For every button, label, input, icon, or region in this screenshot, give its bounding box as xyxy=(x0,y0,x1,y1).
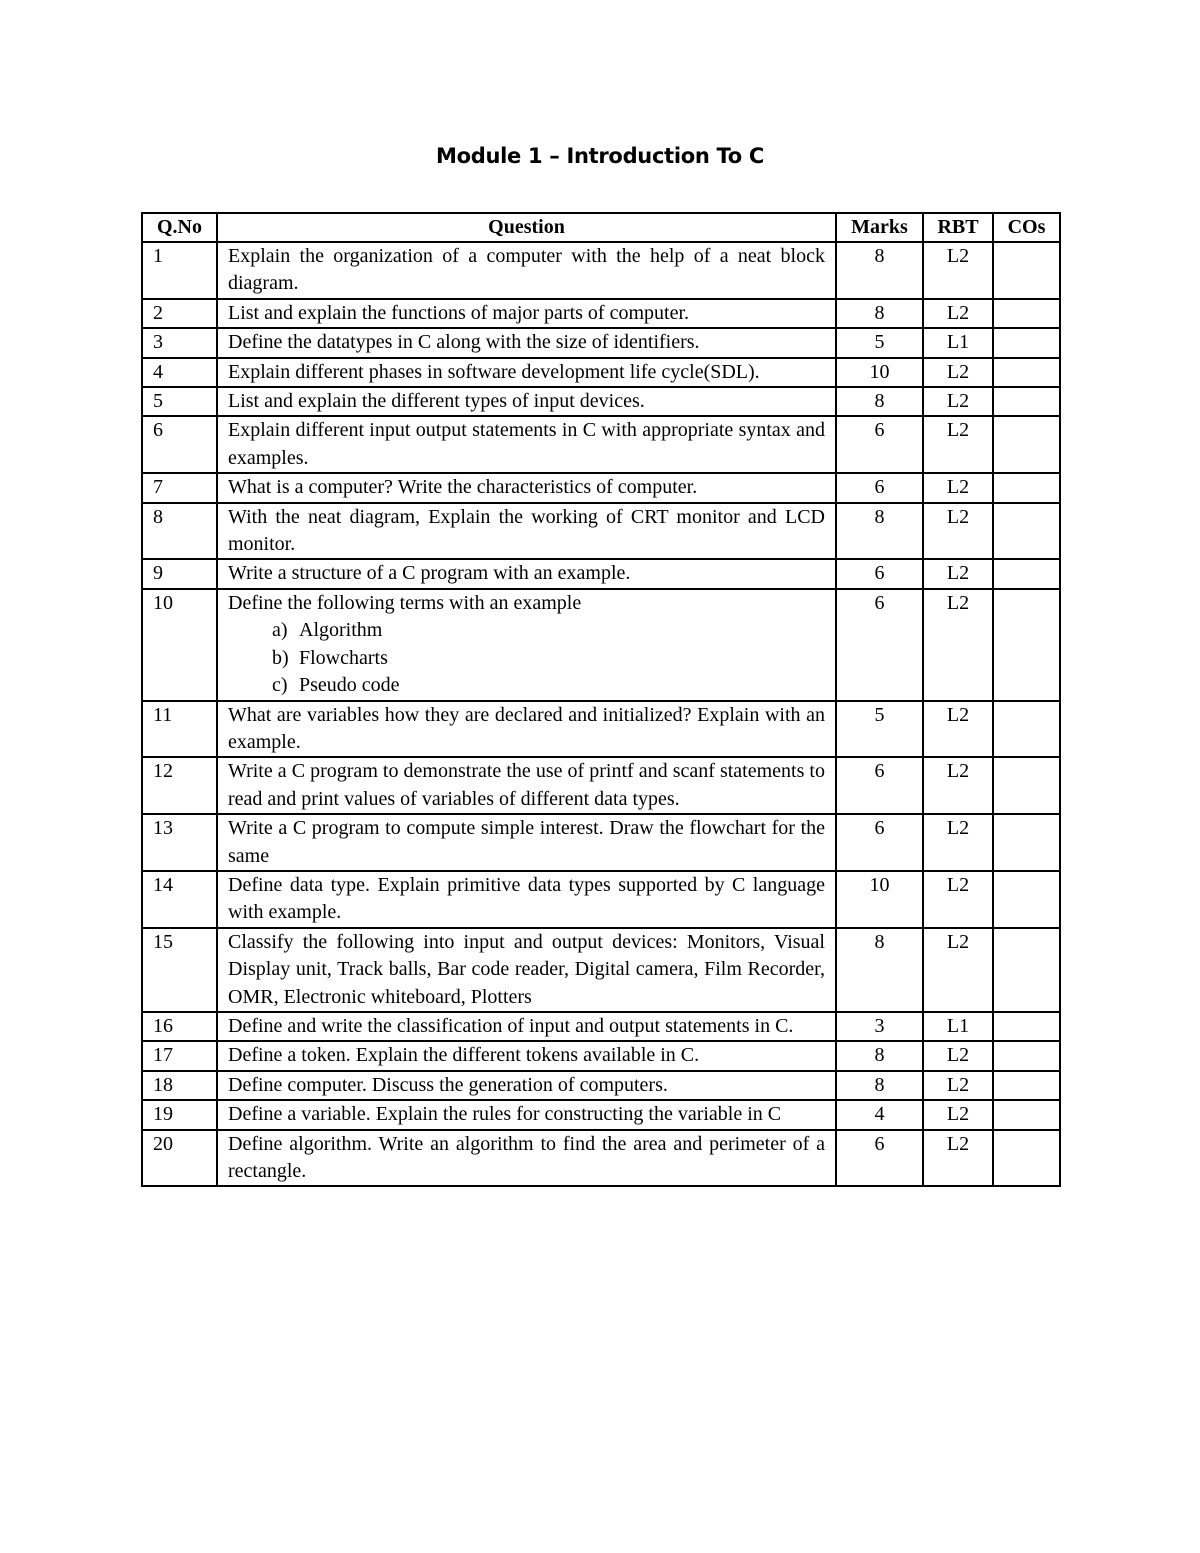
table-body xyxy=(142,242,1060,1186)
cos-value xyxy=(993,416,1060,473)
question-text xyxy=(217,559,836,588)
rbt-level: L2 xyxy=(923,242,993,299)
question-text xyxy=(217,473,836,502)
rbt-level: L2 xyxy=(923,503,993,560)
rbt-level: L1 xyxy=(923,328,993,357)
question-text-main: What is a computer? Write the characteristics of computer. xyxy=(228,476,698,499)
rbt-level: L2 xyxy=(923,299,993,328)
table-row xyxy=(142,242,1060,299)
question-text-main: With the neat diagram, Explain the working of CRT monitor and LCD monitor. xyxy=(228,505,825,556)
marks-value: 8 xyxy=(836,1071,923,1100)
question-text xyxy=(217,757,836,814)
cos-value xyxy=(993,814,1060,871)
question-text xyxy=(217,871,836,928)
question-text-main: Write a C program to demonstrate the use of printf and scanf statements to read and print values of variables of different data types. xyxy=(228,760,825,810)
question-text xyxy=(217,416,836,473)
question-number: 16 xyxy=(142,1012,217,1041)
question-number: 11 xyxy=(142,701,217,758)
question-text-main: Define the following terms with an example xyxy=(228,591,582,614)
table-row xyxy=(142,814,1060,871)
rbt-level: L2 xyxy=(923,928,993,1012)
question-number: 6 xyxy=(142,416,217,473)
marks-value: 10 xyxy=(836,358,923,387)
question-text-main: Define a token. Explain the different tokens available in C. xyxy=(228,1044,700,1067)
question-number: 20 xyxy=(142,1130,217,1187)
question-text-main: Explain different phases in software development life cycle(SDL). xyxy=(228,360,760,383)
question-text-main: Classify the following into input and output devices: Monitors, Visual Display unit, Track balls, Bar code reader, Digital camera, Film Recorder, OMR, Electronic whiteboard, Plotters xyxy=(228,930,825,1008)
question-number: 10 xyxy=(142,589,217,701)
table-row xyxy=(142,473,1060,502)
table-row xyxy=(142,328,1060,357)
question-text-main: Write a structure of a C program with an example. xyxy=(228,562,631,585)
sub-item-text: Pseudo code xyxy=(299,674,400,697)
header-marks: Marks xyxy=(836,213,923,242)
rbt-level: L1 xyxy=(923,1012,993,1041)
cos-value xyxy=(993,589,1060,701)
sub-item-label: b) xyxy=(272,646,289,669)
question-text-main: Explain the organization of a computer with the help of a neat block diagram. xyxy=(228,245,825,295)
marks-value: 6 xyxy=(836,416,923,473)
marks-value: 8 xyxy=(836,242,923,299)
question-text-main: Define and write the classification of input and output statements in C. xyxy=(228,1014,794,1037)
sub-item xyxy=(272,672,825,699)
cos-value xyxy=(993,1012,1060,1041)
question-number: 9 xyxy=(142,559,217,588)
marks-value: 3 xyxy=(836,1012,923,1041)
question-text xyxy=(217,328,836,357)
question-text xyxy=(217,358,836,387)
question-text-main: Explain different input output statements in C with appropriate syntax and examples. xyxy=(228,419,825,469)
cos-value xyxy=(993,503,1060,560)
table-row xyxy=(142,1130,1060,1187)
rbt-level: L2 xyxy=(923,814,993,871)
cos-value xyxy=(993,1071,1060,1100)
question-text xyxy=(217,589,836,701)
marks-value: 5 xyxy=(836,701,923,758)
question-number: 5 xyxy=(142,387,217,416)
cos-value xyxy=(993,473,1060,502)
marks-value: 10 xyxy=(836,871,923,928)
question-number: 13 xyxy=(142,814,217,871)
question-number: 3 xyxy=(142,328,217,357)
sub-item-text: Algorithm xyxy=(299,619,383,642)
table-row xyxy=(142,1012,1060,1041)
marks-value: 4 xyxy=(836,1100,923,1129)
cos-value xyxy=(993,757,1060,814)
table-row xyxy=(142,1100,1060,1129)
question-text-main: Define computer. Discuss the generation of computers. xyxy=(228,1073,668,1096)
question-text xyxy=(217,1130,836,1187)
question-number: 8 xyxy=(142,503,217,560)
sub-item xyxy=(272,617,825,644)
rbt-level: L2 xyxy=(923,387,993,416)
rbt-level: L2 xyxy=(923,1100,993,1129)
marks-value: 8 xyxy=(836,299,923,328)
cos-value xyxy=(993,928,1060,1012)
header-rbt: RBT xyxy=(923,213,993,242)
question-text-main: List and explain the different types of input devices. xyxy=(228,390,645,413)
marks-value: 6 xyxy=(836,473,923,502)
question-text xyxy=(217,928,836,1012)
cos-value xyxy=(993,1100,1060,1129)
question-text-main: Define data type. Explain primitive data types supported by C language with example. xyxy=(228,873,825,924)
cos-value xyxy=(993,1130,1060,1187)
question-text-main: List and explain the functions of major parts of computer. xyxy=(228,301,689,324)
question-number: 19 xyxy=(142,1100,217,1129)
question-number: 1 xyxy=(142,242,217,299)
sub-item-list xyxy=(228,617,825,699)
rbt-level: L2 xyxy=(923,559,993,588)
cos-value xyxy=(993,1041,1060,1070)
marks-value: 8 xyxy=(836,928,923,1012)
header-question: Question xyxy=(217,213,836,242)
question-number: 18 xyxy=(142,1071,217,1100)
cos-value xyxy=(993,387,1060,416)
question-text xyxy=(217,701,836,758)
table-row xyxy=(142,416,1060,473)
sub-item-label: a) xyxy=(272,619,288,642)
question-text xyxy=(217,814,836,871)
rbt-level: L2 xyxy=(923,871,993,928)
rbt-level: L2 xyxy=(923,589,993,701)
header-row xyxy=(142,213,1060,242)
header-qno: Q.No xyxy=(142,213,217,242)
question-text-main: Define the datatypes in C along with the size of identifiers. xyxy=(228,331,700,354)
cos-value xyxy=(993,242,1060,299)
question-text-main: Write a C program to compute simple interest. Draw the flowchart for the same xyxy=(228,817,825,867)
rbt-level: L2 xyxy=(923,358,993,387)
rbt-level: L2 xyxy=(923,701,993,758)
table-row xyxy=(142,701,1060,758)
rbt-level: L2 xyxy=(923,473,993,502)
question-number: 12 xyxy=(142,757,217,814)
cos-value xyxy=(993,299,1060,328)
cos-value xyxy=(993,701,1060,758)
sub-item-text: Flowcharts xyxy=(299,646,388,669)
rbt-level: L2 xyxy=(923,1071,993,1100)
table-row xyxy=(142,928,1060,1012)
question-text xyxy=(217,299,836,328)
sub-item-label: c) xyxy=(272,674,288,697)
question-text xyxy=(217,242,836,299)
question-number: 17 xyxy=(142,1041,217,1070)
cos-value xyxy=(993,328,1060,357)
question-text-main: What are variables how they are declared and initialized? Explain with an example. xyxy=(228,703,825,753)
marks-value: 5 xyxy=(836,328,923,357)
marks-value: 8 xyxy=(836,387,923,416)
question-text-main: Define a variable. Explain the rules for constructing the variable in C xyxy=(228,1103,782,1126)
marks-value: 8 xyxy=(836,1041,923,1070)
questions-table xyxy=(141,212,1061,1187)
rbt-level: L2 xyxy=(923,1041,993,1070)
marks-value: 8 xyxy=(836,503,923,560)
marks-value: 6 xyxy=(836,814,923,871)
table-row xyxy=(142,559,1060,588)
question-number: 7 xyxy=(142,473,217,502)
question-text xyxy=(217,1100,836,1129)
question-number: 15 xyxy=(142,928,217,1012)
cos-value xyxy=(993,559,1060,588)
sub-item xyxy=(272,645,825,672)
rbt-level: L2 xyxy=(923,416,993,473)
question-number: 2 xyxy=(142,299,217,328)
table-row xyxy=(142,757,1060,814)
table-row xyxy=(142,358,1060,387)
marks-value: 6 xyxy=(836,589,923,701)
table-row xyxy=(142,1071,1060,1100)
table-row xyxy=(142,299,1060,328)
table-row xyxy=(142,871,1060,928)
question-text xyxy=(217,1041,836,1070)
question-text xyxy=(217,387,836,416)
table-row xyxy=(142,1041,1060,1070)
question-text xyxy=(217,503,836,560)
question-text xyxy=(217,1071,836,1100)
marks-value: 6 xyxy=(836,757,923,814)
question-number: 14 xyxy=(142,871,217,928)
question-text xyxy=(217,1012,836,1041)
marks-value: 6 xyxy=(836,559,923,588)
question-number: 4 xyxy=(142,358,217,387)
rbt-level: L2 xyxy=(923,1130,993,1187)
rbt-level: L2 xyxy=(923,757,993,814)
page-title: Module 1 – Introduction To C xyxy=(435,144,765,168)
table-row xyxy=(142,589,1060,701)
table-row xyxy=(142,387,1060,416)
header-cos: COs xyxy=(993,213,1060,242)
cos-value xyxy=(993,358,1060,387)
table-row xyxy=(142,503,1060,560)
marks-value: 6 xyxy=(836,1130,923,1187)
question-text-main: Define algorithm. Write an algorithm to find the area and perimeter of a rectangle. xyxy=(228,1132,825,1182)
cos-value xyxy=(993,871,1060,928)
